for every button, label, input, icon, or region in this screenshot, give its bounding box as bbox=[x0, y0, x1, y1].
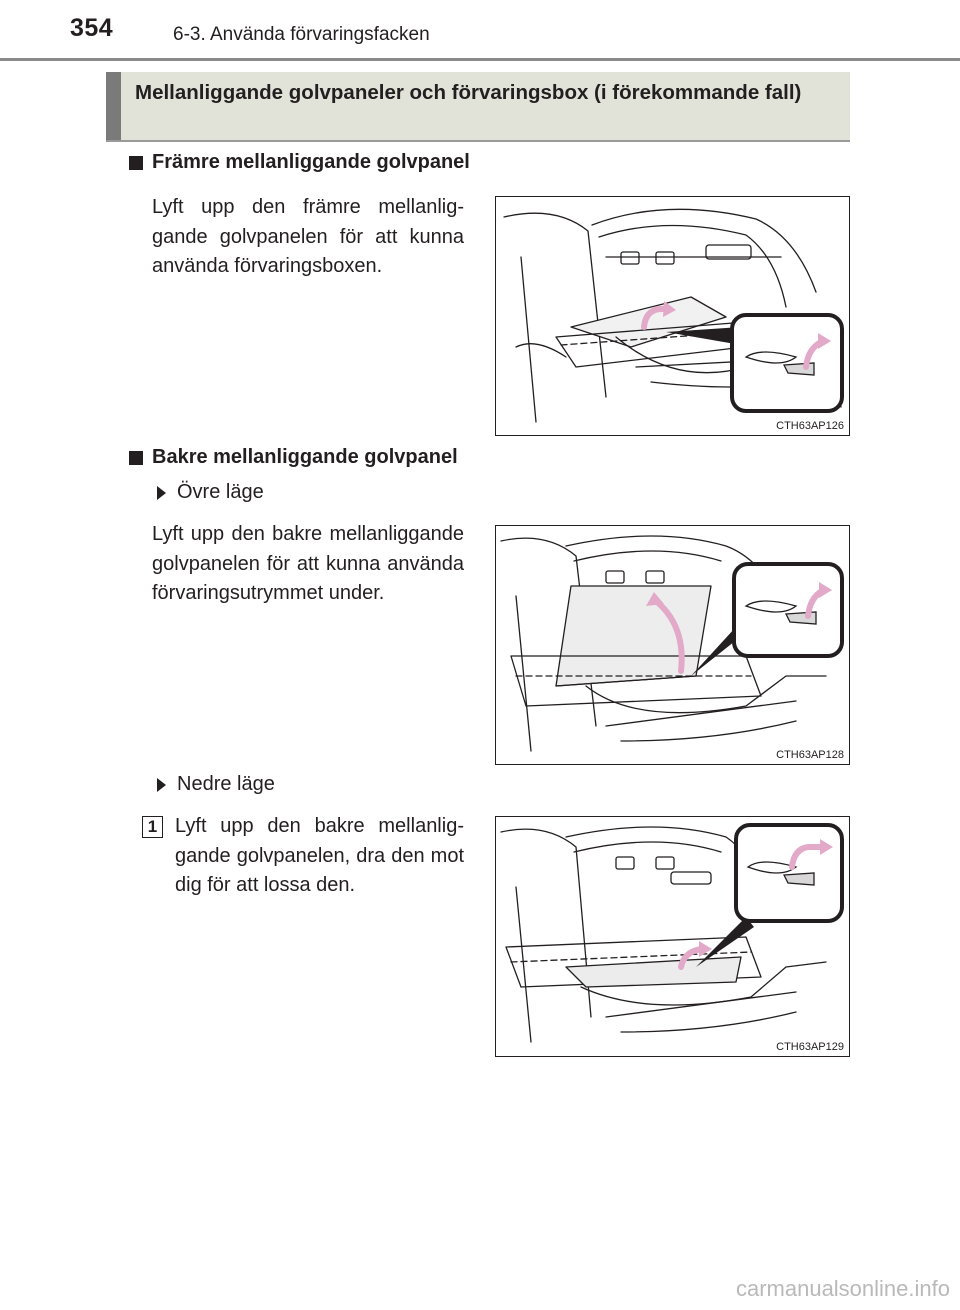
header-rule bbox=[0, 58, 960, 61]
cargo-area-illustration bbox=[496, 526, 848, 763]
subheading-front-panel bbox=[129, 151, 470, 174]
figure-code: CTH63AP129 bbox=[776, 1041, 844, 1053]
cargo-area-illustration bbox=[496, 817, 848, 1055]
upper-position-instructions: Lyft upp den bakre mellanliggande golvpanelen för att kunna använda förvaringsutrymmet under. bbox=[152, 523, 464, 604]
subheading-rear-panel bbox=[129, 446, 458, 469]
lower-position-instructions: Lyft upp den bakre mellanliggande golvpanelen, dra den mot dig för att lossa den. bbox=[175, 815, 464, 896]
subheading-front-panel-label: Främre mellanliggande golvpanel bbox=[152, 151, 470, 173]
figure-code: CTH63AP128 bbox=[776, 749, 844, 761]
running-header: 6-3. Använda förvaringsfacken bbox=[173, 24, 430, 45]
detail-callout bbox=[736, 825, 842, 921]
front-panel-instructions: Lyft upp den främre mellanliggande golvpanelen för att kunna använda förvaringsboxen. bbox=[152, 196, 464, 277]
detail-callout bbox=[732, 315, 842, 411]
lower-position-label: Nedre läge bbox=[177, 773, 275, 795]
step-number: 1 bbox=[142, 816, 163, 838]
figure-code: CTH63AP126 bbox=[776, 420, 844, 432]
figure-upper-position bbox=[495, 525, 850, 765]
section-title-box bbox=[106, 72, 850, 140]
figure-front-panel bbox=[495, 196, 850, 436]
square-bullet-icon bbox=[129, 451, 143, 465]
subheading-rear-panel-label: Bakre mellanliggande golvpanel bbox=[152, 446, 458, 468]
triangle-bullet-icon bbox=[157, 486, 166, 500]
triangle-bullet-icon bbox=[157, 778, 166, 792]
cargo-area-illustration bbox=[496, 197, 848, 434]
list-item-upper-position bbox=[157, 481, 264, 504]
page-number: 354 bbox=[70, 14, 114, 42]
footer-watermark: carmanualsonline.info bbox=[735, 1276, 950, 1301]
list-item-lower-position bbox=[157, 773, 275, 796]
square-bullet-icon bbox=[129, 156, 143, 170]
section-title-rule bbox=[106, 140, 850, 142]
figure-lower-position bbox=[495, 816, 850, 1057]
section-title: Mellanliggande golvpaneler och förvaringsbox (i förekommande fall) bbox=[135, 81, 802, 104]
upper-position-label: Övre läge bbox=[177, 481, 264, 503]
